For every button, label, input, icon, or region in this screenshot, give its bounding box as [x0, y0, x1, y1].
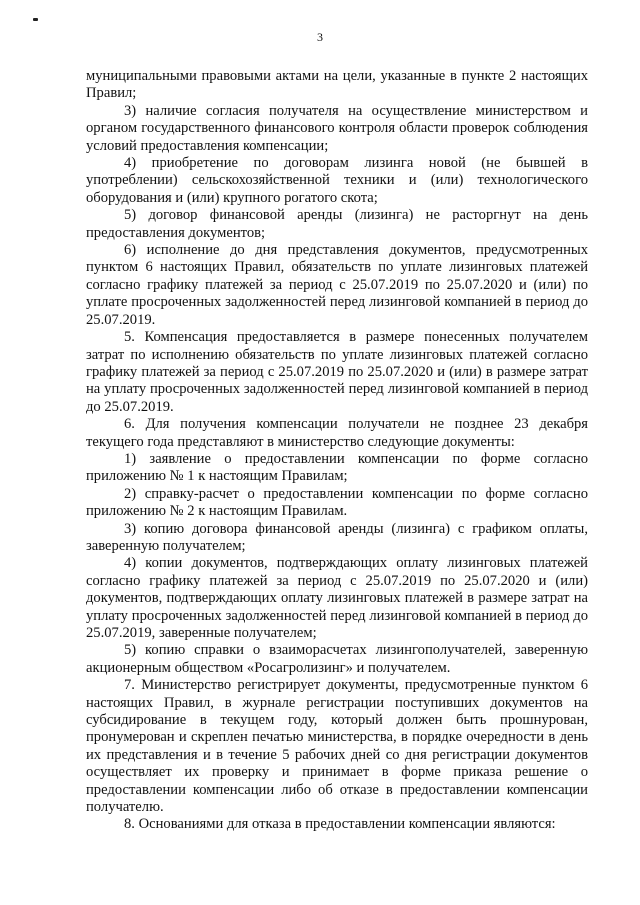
paragraph: 4) приобретение по договорам лизинга новой (не бывшей в употреблении) сельскохозяйственной техники и (или) технологического оборудования и (или) крупного рогатого скота; — [86, 155, 588, 206]
page-number: 3 — [317, 30, 323, 44]
paragraph: 5) копию справки о взаиморасчетах лизингополучателей, заверенную акционерным обществом «Росагролизинг» и получателем. — [86, 642, 588, 676]
paragraph: 7. Министерство регистрирует документы, предусмотренные пунктом 6 настоящих Правил, в журнале регистрации поступивших документов на субсидирование в текущем году, который должен быть прошнурован, пронумерован и скреплен печатью министерства, в порядке очередности в день их представления и в течение 5 рабочих дней со дня регистрации документов осуществляет их проверку и принимает в форме приказа решение о предоставлении компенсации либо об отказе в предоставлении компенсации получателю. — [86, 677, 588, 816]
paragraph: 5. Компенсация предоставляется в размере понесенных получателем затрат по исполнению обязательств по уплате лизинговых платежей согласно графику платежей за период с 25.07.2019 по 25.07.2020 и (или) в размере затрат на уплату просроченных задолженностей перед лизинговой компанией в период до 25.07.2019. — [86, 329, 588, 415]
paragraph: 2) справку-расчет о предоставлении компенсации по форме согласно приложению № 2 к настоящим Правилам. — [86, 485, 588, 520]
scan-mark — [33, 18, 38, 21]
paragraph: 8. Основаниями для отказа в предоставлении компенсации являются: — [124, 816, 556, 833]
document-body — [86, 68, 588, 834]
paragraph: 1) заявление о предоставлении компенсации по форме согласно приложению № 1 к настоящим Правилам; — [86, 450, 588, 485]
paragraph: 3) копию договора финансовой аренды (лизинга) с графиком оплаты, заверенную получателем; — [86, 520, 588, 554]
paragraph: муниципальными правовыми актами на цели, указанные в пункте 2 настоящих Правил; — [86, 68, 588, 102]
paragraph: 3) наличие согласия получателя на осуществление министерством и органом государственного финансового контроля области проверок соблюдения условий предоставления компенсации; — [86, 102, 588, 154]
paragraph: 6. Для получения компенсации получатели не позднее 23 декабря текущего года представляют в министерство следующие документы: — [86, 416, 588, 450]
paragraph: 6) исполнение до дня представления документов, предусмотренных пунктом 6 настоящих Правил, обязательств по уплате лизинговых платежей согласно графику платежей за период с 25.07.2019 по 25.07.2020 и (или) по уплате просроченных задолженностей перед лизинговой компанией в период до 25.07.2019. — [86, 242, 588, 328]
paragraph: 5) договор финансовой аренды (лизинга) не расторгнут на день предоставления документов; — [86, 207, 588, 241]
paragraph: 4) копии документов, подтверждающих оплату лизинговых платежей согласно графику платежей за период с 25.07.2019 по 25.07.2020 и (или) документов, подтверждающих оплату лизинговых платежей в размере затрат на уплату просроченных задолженностей перед лизинговой компанией в период до 25.07.2019, заверенные получателем; — [86, 555, 588, 641]
